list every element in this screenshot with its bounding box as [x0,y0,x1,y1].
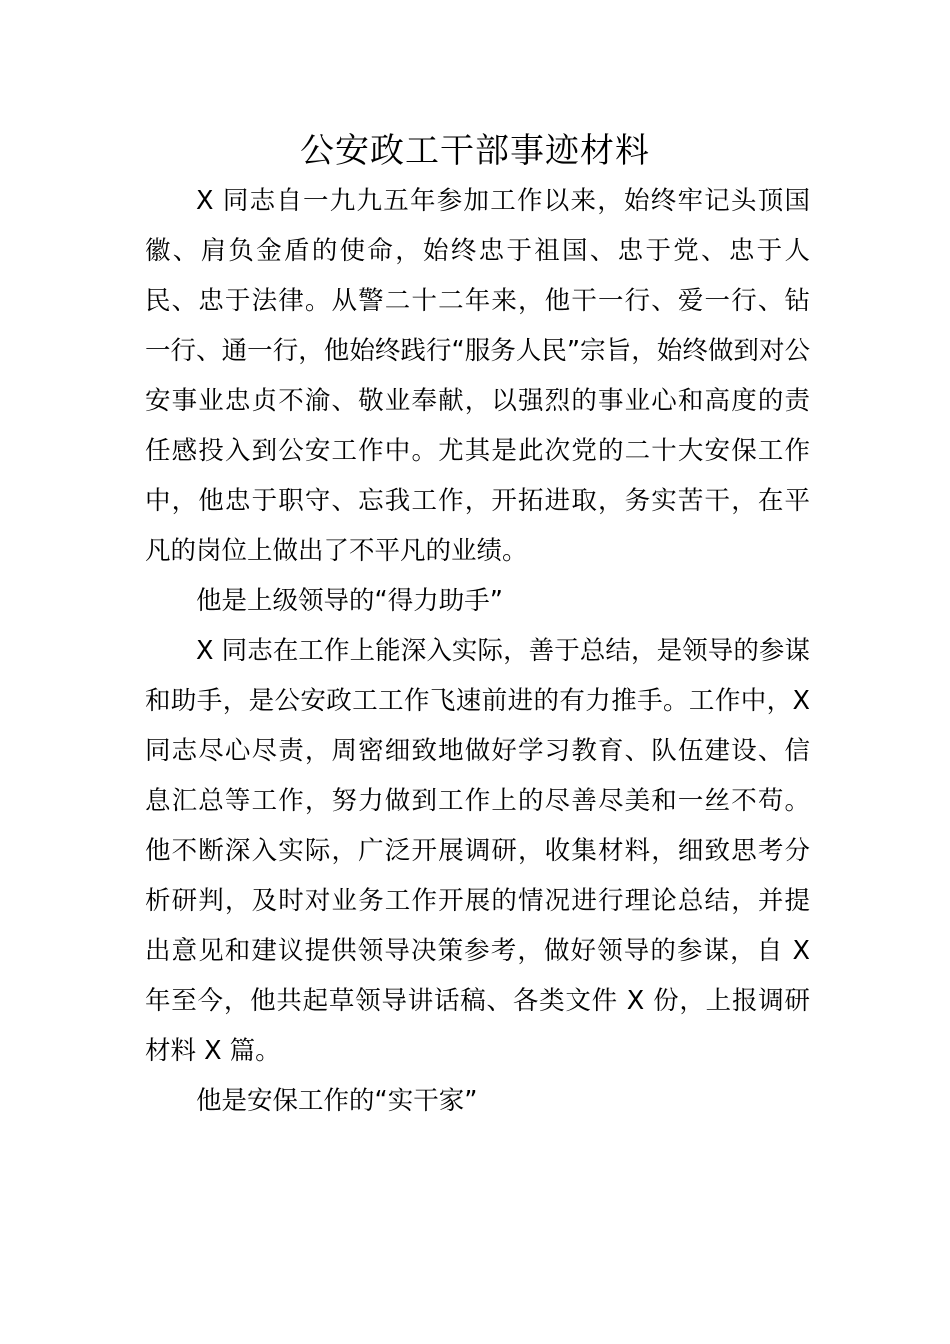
paragraph-line: 凡的岗位上做出了不平凡的业绩。 [145,536,528,566]
paragraph-line: 安事业忠贞不渝、敬业奉献，以强烈的事业心和高度的责 [145,386,810,416]
paragraph-line: 和助手，是公安政工工作飞速前进的有力推手。工作中，X [145,686,810,716]
paragraph-line: 材料 X 篇。 [145,1036,281,1066]
paragraph-line: X 同志在工作上能深入实际，善于总结，是领导的参谋 [196,636,810,666]
section-heading-1: 他是上级领导的“得力助手” [196,586,503,616]
document-title: 公安政工干部事迹材料 [300,131,650,171]
paragraph-line: 徽、肩负金盾的使命，始终忠于祖国、忠于党、忠于人 [145,236,810,266]
paragraph-line: 任感投入到公安工作中。尤其是此次党的二十大安保工作 [145,436,810,466]
section-heading-2: 他是安保工作的“实干家” [196,1086,478,1116]
paragraph-line: 他不断深入实际，广泛开展调研，收集材料，细致思考分 [145,836,810,866]
paragraph-line: 出意见和建议提供领导决策参考，做好领导的参谋，自 X [145,936,810,966]
paragraph-line: 一行、通一行，他始终践行“服务人民”宗旨，始终做到对公 [145,336,810,366]
paragraph-line: 息汇总等工作，努力做到工作上的尽善尽美和一丝不苟。 [145,786,810,816]
paragraph-line: 年至今，他共起草领导讲话稿、各类文件 X 份，上报调研 [145,986,810,1016]
paragraph-line: X 同志自一九九五年参加工作以来，始终牢记头顶国 [196,186,810,216]
paragraph-line: 中，他忠于职守、忘我工作，开拓进取，务实苦干，在平 [145,486,810,516]
paragraph-line: 析研判，及时对业务工作开展的情况进行理论总结，并提 [145,886,810,916]
paragraph-line: 同志尽心尽责，周密细致地做好学习教育、队伍建设、信 [145,736,810,766]
paragraph-line: 民、忠于法律。从警二十二年来，他干一行、爱一行、钻 [145,286,810,316]
